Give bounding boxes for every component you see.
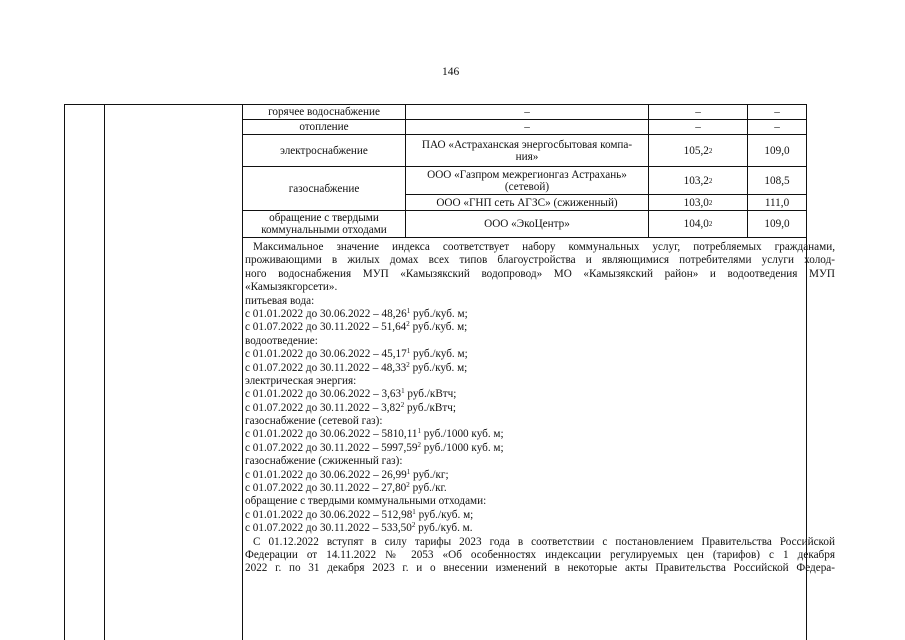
note-line: водоотведение: [245,334,318,347]
note-line: с 01.01.2022 до 30.06.2022 – 5810,11$^1$ руб./1000 куб. м; [245,427,504,441]
note-line: с 01.01.2022 до 30.06.2022 – 48,26$^1$ руб./куб. м; [245,306,468,320]
note-line: с 01.07.2022 до 30.11.2022 – 51,64$^2$ руб./куб. м; [245,320,468,334]
provider-cell: ООО «Газпром межрегионгаз Астрахань» (сетевой) [427,168,627,193]
note-line: «Камызякгорсети». [245,281,338,294]
note-line: проживающими в жилых домах всех типов благоустройства и являющимися потребителями услуги холод- [245,254,835,267]
value-cell: – [774,106,780,118]
value-cell: – [774,121,780,133]
note-line: с 01.07.2022 до 30.11.2022 – 3,82$^2$ руб./кВтч; [245,400,456,414]
note-line: обращение с твердыми коммунальными отходами: [245,495,487,508]
index-cell: 103,0 2 [683,196,713,209]
service-cell: горячее водоснабжение [268,106,380,118]
service-cell: газоснабжение [288,182,360,195]
note-line: Федерации от 14.11.2022 № 2053 «Об особенностях индексации регулируемых цен (тарифов) с 1 декабря [245,548,835,561]
note-line: газоснабжение (сжиженный газ): [245,455,403,468]
provider-cell: ООО «ЭкоЦентр» [484,218,570,230]
note-line: Максимальное значение индекса соответствует набору коммунальных услуг, потребляемых гражданами, [253,241,835,253]
note-line: С 01.12.2022 вступят в силу тарифы 2023 года в соответствии с постановлением Правительства Российской [253,535,835,548]
value-cell: 109,0 [764,218,790,230]
note-line: ного водоснабжения МУП «Камызякский водопровод» МО «Камызякский район» и водоотведения МУП [245,267,835,280]
provider-cell: ООО «ГНП сеть АГЗС» (сжиженный) [436,196,618,209]
value-cell: 111,0 [764,196,790,209]
index-cell: – [695,106,701,118]
provider-cell: – [524,106,530,118]
note-line: с 01.07.2022 до 30.11.2022 – 48,33$^2$ руб./куб. м; [245,360,468,374]
note-line: питьевая вода: [245,294,315,307]
note-line: с 01.01.2022 до 30.06.2022 – 512,98$^1$ руб./куб. м; [245,507,474,521]
service-cell: обращение с твердыми коммунальными отходами [261,212,387,236]
note-line: с 01.07.2022 до 30.11.2022 – 27,80$^2$ руб./кг. [245,481,447,495]
note-line: 2022 г. по 31 декабря 2023 г. и о внесении изменений в некоторые акты Правительства Российской Федера- [245,562,835,575]
provider-cell: ПАО «Астраханская энергосбытовая компа- ния» [421,138,633,163]
page-number: 146 [442,66,460,78]
note-line: с 01.01.2022 до 30.06.2022 – 45,17$^1$ руб./куб. м; [245,347,468,361]
value-cell: 109,0 [764,144,790,157]
index-cell: – [695,121,701,133]
value-cell: 108,5 [764,174,790,187]
note-text [245,241,835,576]
service-cell: электроснабжение [280,144,368,157]
index-cell: 104,0 2 [683,218,713,230]
index-cell: 105,2 2 [683,144,713,157]
note-line: газоснабжение (сетевой газ): [245,415,383,428]
note-line: электрическая энергия: [245,374,357,387]
provider-cell: – [524,121,530,133]
note-line: с 01.01.2022 до 30.06.2022 – 26,99$^1$ руб./кг; [245,467,449,481]
note-line: с 01.01.2022 до 30.06.2022 – 3,63$^1$ руб./кВтч; [245,387,457,401]
service-cell: отопление [299,121,349,133]
note-line: с 01.07.2022 до 30.11.2022 – 5997,59$^2$ руб./1000 куб. м; [245,440,504,454]
note-line: с 01.07.2022 до 30.11.2022 – 533,50$^2$ руб./куб. м. [245,521,473,535]
index-cell: 103,2 2 [683,174,713,187]
